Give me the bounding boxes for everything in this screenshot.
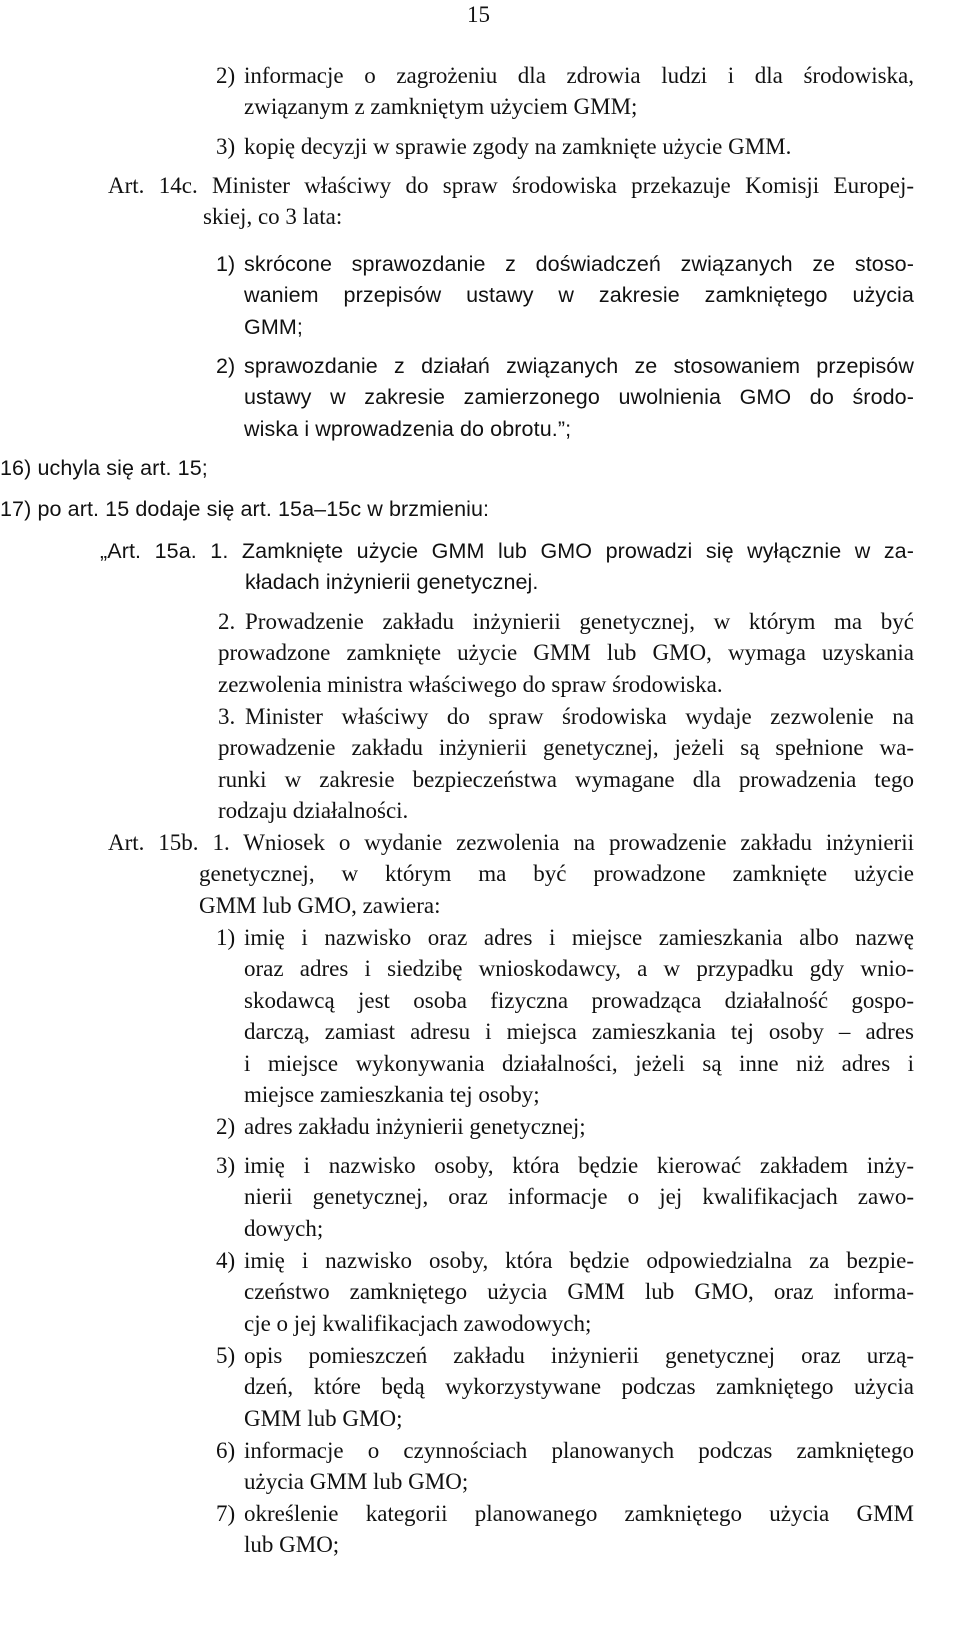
intro-item: 2) informacje o zagrożeniu dla zdrowia ludzi i dla środowiska, związanym z zamkniętym użyciem GMM; [216,63,914,120]
article-15a-p1: „Art. 15a. 1. Zamknięte użycie GMM lub GMO prowadzi się wyłącznie w za- kładach inżynierii genetycznej. [100,539,914,595]
art14c-item: 1) skrócone sprawozdanie z doświadczeń związanych ze stoso- waniem przepisów ustawy w zakresie zamkniętego użycia GMM; [216,252,914,339]
intro-item: 3) kopię decyzji w sprawie zgody na zamknięte użycie GMM. [216,134,792,159]
art15b-item: 6) informacje o czynnościach planowanych podczas zamkniętego użycia GMM lub GMO; [216,1438,914,1495]
art15b-item: 7) określenie kategorii planowanego zamkniętego użycia GMM lub GMO; [216,1501,914,1558]
art15b-item: 4) imię i nazwisko osoby, która będzie odpowiedzialna za bezpie- czeństwo zamkniętego użycia GMM lub GMO, oraz informa- cje o jej kwalifikacjach zawodowych; [216,1248,914,1336]
art15b-item: 2) adres zakładu inżynierii genetycznej; [216,1114,586,1139]
page-number: 15 [467,2,490,27]
art15b-item: 1) imię i nazwisko oraz adres i miejsce zamieszkania albo nazwę oraz adres i siedzibę wnioskodawcy, a w przypadku gdy wnio- skodawcą jest osoba fizyczna prowadząca działalność gospo- darczą, zamiast adresu i miejsca zamieszkania tej osoby – adres i miejsce wykonywania działalności, jeżeli są inne niż adres i miejsce zamieszkania tej osoby; [216,925,914,1108]
art15b-item: 3) imię i nazwisko osoby, która będzie kierować zakładem inży- nierii genetycznej, oraz informacje o jej kwalifikacjach zawo- dowych; [216,1153,914,1241]
article-14c: Art. 14c. Minister właściwy do spraw środowiska przekazuje Komisji Europej- skiej, co 3 lata: [108,173,914,230]
art15b-item: 5) opis pomieszczeń zakładu inżynierii genetycznej oraz urzą- dzeń, które będą wykorzystywane podczas zamkniętego użycia GMM lub GMO; [216,1343,914,1431]
article-15b: Art. 15b. 1. Wniosek o wydanie zezwolenia na prowadzenie zakładu inżynierii genetycznej, w którym ma być prowadzone zamknięte użycie GMM lub GMO, zawiera: [108,830,914,918]
point-16: 16) uchyla się art. 15; [0,456,208,480]
point-17: 17) po art. 15 dodaje się art. 15a–15c w brzmieniu: [0,497,490,521]
article-15a-p2: 2. Prowadzenie zakładu inżynierii genetycznej, w którym ma być prowadzone zamknięte użycie GMM lub GMO, wymaga uzyskania zezwolenia ministra właściwego do spraw środowiska. [218,609,914,697]
art14c-item: 2) sprawozdanie z działań związanych ze stosowaniem przepisów ustawy w zakresie zamierzonego uwolnienia GMO do środo- wiska i wprowadzenia do obrotu.”; [216,354,914,441]
article-15a-p3: 3. Minister właściwy do spraw środowiska wydaje zezwolenie na prowadzenie zakładu inżynierii genetycznej, jeżeli są spełnione wa- runki w zakresie bezpieczeństwa wymagane dla prowadzenia tego rodzaju działalności. [218,704,914,824]
